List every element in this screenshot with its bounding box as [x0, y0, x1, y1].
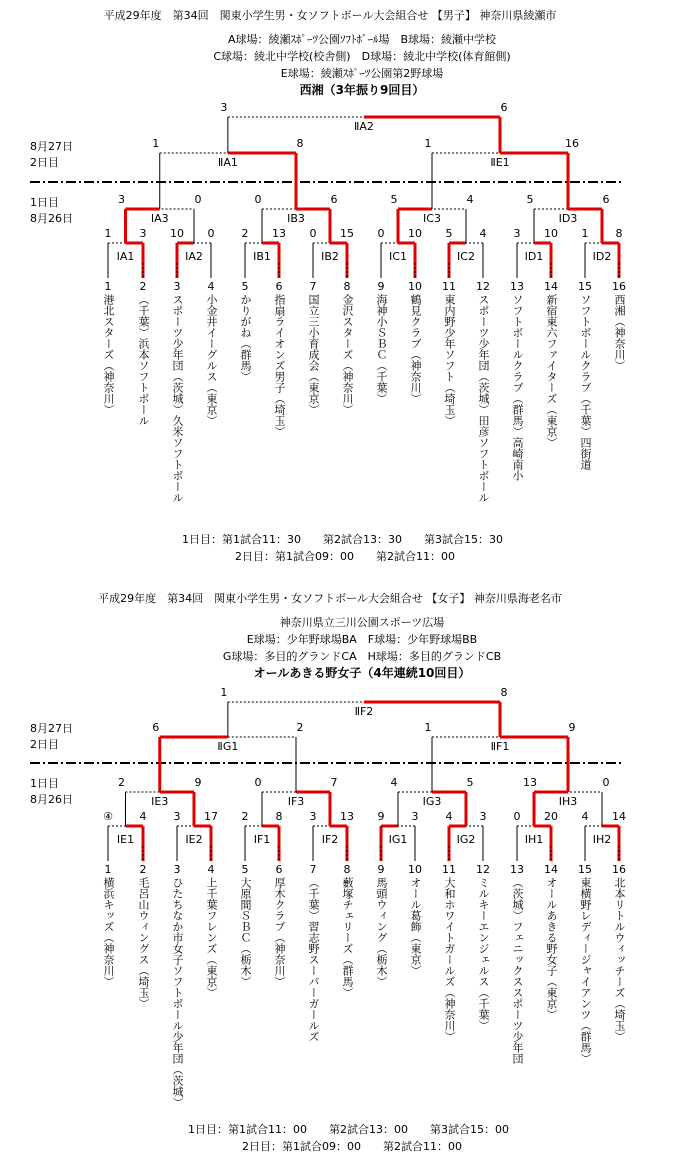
- team-name: 大和ホワイトガールズ（神奈川）: [443, 877, 456, 1042]
- match-score-left: 1: [424, 137, 432, 150]
- team-name: 厚木クラブ（神奈川）: [273, 877, 286, 987]
- match-score-right: 17: [204, 810, 218, 823]
- match-score-left: 10: [170, 227, 184, 240]
- match-score-right: 15: [340, 227, 354, 240]
- team-name: 鶴見クラブ（神奈川）: [409, 294, 422, 404]
- team-name: 上千葉フレンズ（東京）: [205, 877, 218, 998]
- team-name: 海神小ＳＢＣ（千葉）: [375, 294, 388, 404]
- match-label: ⅠH2: [592, 833, 612, 846]
- match-score-left: 3: [173, 810, 181, 823]
- match-label: ⅠF3: [287, 795, 305, 808]
- team-number: 16: [612, 280, 626, 293]
- team-name: 小金井イーグルス（東京）: [205, 294, 218, 426]
- team-number: 4: [207, 863, 215, 876]
- girls-day1-date: 8月26日: [30, 793, 73, 806]
- boys-day1-label: 1日目: [30, 196, 59, 209]
- match-label: ⅠH1: [524, 833, 544, 846]
- team-number: 10: [408, 863, 422, 876]
- team-number: 6: [275, 280, 283, 293]
- match-label: ⅠC2: [457, 250, 475, 263]
- match-score-left: 4: [445, 810, 453, 823]
- match-label: ⅠD2: [592, 250, 612, 263]
- match-score-left: 1: [152, 137, 160, 150]
- girls-champion: オールあきる野女子（4年連続10回目）: [253, 666, 471, 680]
- match-score-right: 6: [500, 101, 508, 114]
- match-label: ⅡA1: [217, 156, 238, 169]
- match-score-right: 0: [602, 776, 610, 789]
- match-score-right: 8: [296, 137, 304, 150]
- team-name: オールあきる野女子（東京）: [545, 877, 558, 1020]
- team-name: 横浜キッズ（神奈川）: [102, 877, 115, 987]
- match-score-left: 13: [523, 776, 537, 789]
- team-number: 11: [442, 863, 456, 876]
- match-score-left: 3: [513, 227, 521, 240]
- match-label: ⅠA1: [116, 250, 135, 263]
- match-score-left: 4: [390, 776, 398, 789]
- team-name: スポーツ少年団（茨城）久米ソフトボール: [171, 294, 184, 503]
- team-number: 2: [139, 280, 147, 293]
- match-label: ⅠF1: [253, 833, 271, 846]
- girls-venue-line: 神奈川県立三川公園スポーツ広場: [279, 616, 445, 629]
- team-number: 3: [173, 280, 181, 293]
- match-label: ⅠH3: [558, 795, 578, 808]
- match-label: ⅠF2: [321, 833, 339, 846]
- team-number: 11: [442, 280, 456, 293]
- match-score-left: 5: [526, 193, 534, 206]
- team-name: 東横野レディージャイアンツ（群馬）: [579, 877, 592, 1064]
- team-name: 東内野少年ソフト（埼玉）: [443, 294, 456, 426]
- girls-schedule-day2: 2日目：第1試合09：00 第2試合11：00: [242, 1140, 462, 1153]
- match-score-left: 1: [104, 227, 112, 240]
- team-number: 12: [476, 280, 490, 293]
- match-label: ⅠA2: [185, 250, 203, 263]
- match-score-left: 9: [377, 810, 385, 823]
- match-score-right: 7: [330, 776, 338, 789]
- team-name: （茨城）フェニックススポーツ少年団: [511, 877, 524, 1064]
- match-label: ⅠD1: [524, 250, 544, 263]
- match-label: ⅡF2: [354, 705, 374, 718]
- boys-day2-date: 8月27日: [30, 140, 73, 153]
- match-label: ⅡF1: [490, 740, 510, 753]
- match-score-left: 6: [152, 721, 160, 734]
- team-number: 5: [241, 863, 249, 876]
- match-score-left: 3: [220, 101, 228, 114]
- match-score-left: 2: [241, 227, 249, 240]
- team-number: 6: [275, 863, 283, 876]
- match-score-right: 6: [330, 193, 338, 206]
- match-score-right: 0: [194, 193, 202, 206]
- boys-venue-line: E球場：綾瀬ｽﾎﾟｰﾂ公園第2野球場: [280, 67, 444, 80]
- team-number: 1: [104, 863, 112, 876]
- girls-venue-line: E球場：少年野球場BA F球場：少年野球場BB: [246, 633, 478, 646]
- team-number: 12: [476, 863, 490, 876]
- match-label: ⅡG1: [217, 740, 239, 753]
- match-score-right: 3: [411, 810, 419, 823]
- team-number: 10: [408, 280, 422, 293]
- match-label: ⅠB2: [321, 250, 339, 263]
- team-number: 15: [578, 280, 592, 293]
- team-number: 2: [139, 863, 147, 876]
- boys-day1-date: 8月26日: [30, 212, 73, 225]
- match-score-right: 16: [565, 137, 579, 150]
- girls-day2-date: 8月27日: [30, 722, 73, 735]
- match-score-left: 3: [309, 810, 317, 823]
- match-score-left: 1: [220, 686, 228, 699]
- team-number: 1: [104, 280, 112, 293]
- match-score-right: 3: [479, 810, 487, 823]
- match-score-right: 13: [340, 810, 354, 823]
- match-label: ⅠA3: [150, 212, 169, 225]
- team-name: 西湘（神奈川）: [613, 294, 626, 371]
- match-label: ⅠG1: [388, 833, 408, 846]
- team-name: 毛呂山ウィングス（埼玉）: [137, 877, 150, 1009]
- match-score-left: 4: [581, 810, 589, 823]
- team-name: ミルキーエンジェルス（千葉）: [477, 877, 490, 1031]
- boys-title: 平成29年度 第34回 関東小学生男・女ソフトボール大会組合せ 【男子】 神奈川県綾瀬市: [103, 9, 557, 22]
- team-number: 13: [510, 280, 524, 293]
- team-name: 指扇ライオンズ男子（埼玉）: [273, 294, 286, 437]
- match-score-left: 5: [390, 193, 398, 206]
- match-score-left: 3: [118, 193, 125, 206]
- girls-day1-label: 1日目: [30, 777, 59, 790]
- match-score-right: 4: [466, 193, 474, 206]
- girls-schedule-day1: 1日目：第1試合11：00 第2試合13：00 第3試合15：00: [188, 1123, 509, 1136]
- team-number: 5: [241, 280, 249, 293]
- match-label: ⅠB3: [287, 212, 305, 225]
- team-name: 大原間ＳＢＣ（栃木）: [239, 877, 252, 987]
- match-score-left: 0: [377, 227, 385, 240]
- match-score-left: 5: [445, 227, 453, 240]
- match-score-right: 13: [272, 227, 286, 240]
- match-score-right: 0: [207, 227, 215, 240]
- team-number: 8: [343, 280, 351, 293]
- match-score-right: 8: [615, 227, 623, 240]
- team-number: 8: [343, 863, 351, 876]
- team-number: 7: [309, 863, 317, 876]
- match-label: ⅡE1: [490, 156, 510, 169]
- match-score-right: 9: [568, 721, 576, 734]
- team-number: 14: [544, 280, 558, 293]
- match-label: ⅠE1: [116, 833, 135, 846]
- boys-day2-label: 2日目: [30, 156, 59, 169]
- team-name: ソフトボールクラブ（群馬）高崎南小: [511, 294, 524, 481]
- match-label: ⅡA2: [353, 120, 374, 133]
- match-score-left: ④: [103, 810, 113, 823]
- boys-venue-line: A球場：綾瀬ｽﾎﾟｰﾂ公園ｿﾌﾄﾎﾞｰﾙ場 B球場：綾瀬中学校: [227, 33, 497, 46]
- match-score-left: 1: [424, 721, 432, 734]
- team-name: ソフトボールクラブ（千葉）四街道: [579, 294, 592, 470]
- match-label: ⅠC1: [389, 250, 407, 263]
- match-label: ⅠD3: [558, 212, 578, 225]
- boys-venue-line: C球場：綾北中学校(校舎側) D球場：綾北中学校(体育館側): [213, 50, 511, 63]
- match-score-right: 10: [408, 227, 422, 240]
- match-label: ⅠG3: [422, 795, 442, 808]
- match-score-right: 20: [544, 810, 558, 823]
- match-label: ⅠG2: [456, 833, 476, 846]
- match-score-right: 8: [500, 686, 508, 699]
- team-name: オール葛飾（東京）: [409, 877, 422, 976]
- team-number: 13: [510, 863, 524, 876]
- team-name: 港北スターズ（神奈川）: [102, 294, 115, 415]
- match-label: ⅠB1: [253, 250, 271, 263]
- match-score-right: 4: [479, 227, 487, 240]
- match-label: ⅠE2: [185, 833, 203, 846]
- match-score-left: 0: [309, 227, 317, 240]
- team-number: 9: [377, 863, 385, 876]
- boys-champion: 西湘（3年振り9回目）: [299, 83, 425, 97]
- match-score-right: 5: [466, 776, 474, 789]
- match-score-left: 0: [254, 776, 262, 789]
- team-number: 16: [612, 863, 626, 876]
- team-number: 3: [173, 863, 181, 876]
- match-score-left: 2: [241, 810, 249, 823]
- team-name: 金沢スターズ（神奈川）: [341, 294, 354, 415]
- match-label: ⅠE3: [151, 795, 169, 808]
- match-score-left: 2: [118, 776, 125, 789]
- match-score-right: 14: [612, 810, 626, 823]
- team-name: 北本リトルウィッチーズ（埼玉）: [613, 877, 626, 1042]
- match-score-right: 4: [139, 810, 147, 823]
- match-score-left: 1: [581, 227, 589, 240]
- team-number: 15: [578, 863, 592, 876]
- team-number: 4: [207, 280, 215, 293]
- match-score-right: 9: [194, 776, 202, 789]
- match-score-right: 2: [296, 721, 304, 734]
- team-number: 9: [377, 280, 385, 293]
- match-score-left: 0: [513, 810, 521, 823]
- team-name: かりがね（群馬）: [239, 294, 252, 382]
- girls-day2-label: 2日目: [30, 738, 59, 751]
- girls-title: 平成29年度 第34回 関東小学生男・女ソフトボール大会組合せ 【女子】 神奈川県海老名市: [98, 592, 562, 605]
- team-name: 新宿東六ファイターズ（東京）: [545, 294, 558, 448]
- girls-venue-line: G球場：多目的グランドCA H球場：多目的グランドCB: [222, 650, 502, 663]
- match-score-left: 0: [254, 193, 262, 206]
- match-score-right: 8: [275, 810, 283, 823]
- team-name: 馬頭ウィング（栃木）: [375, 877, 388, 987]
- team-name: ひたちなか市女子ソフトボール少年団（茨城）: [171, 877, 184, 1108]
- match-score-right: 6: [602, 193, 610, 206]
- team-name: 藪塚チェリーズ（群馬）: [341, 877, 354, 998]
- team-name: （千葉）習志野スーパーガールズ: [307, 877, 320, 1042]
- team-number: 7: [309, 280, 317, 293]
- team-name: スポーツ少年団（茨城）田彦ソフトボール: [477, 294, 490, 503]
- match-score-right: 3: [139, 227, 147, 240]
- match-score-right: 10: [544, 227, 558, 240]
- boys-schedule-day2: 2日目：第1試合09：00 第2試合11：00: [235, 550, 455, 563]
- team-name: （千葉）浜本ソフトボール: [137, 294, 150, 426]
- boys-schedule-day1: 1日目：第1試合11：30 第2試合13：30 第3試合15：30: [182, 533, 503, 546]
- match-label: ⅠC3: [423, 212, 441, 225]
- team-number: 14: [544, 863, 558, 876]
- team-name: 国立三小育成会（東京）: [307, 294, 320, 415]
